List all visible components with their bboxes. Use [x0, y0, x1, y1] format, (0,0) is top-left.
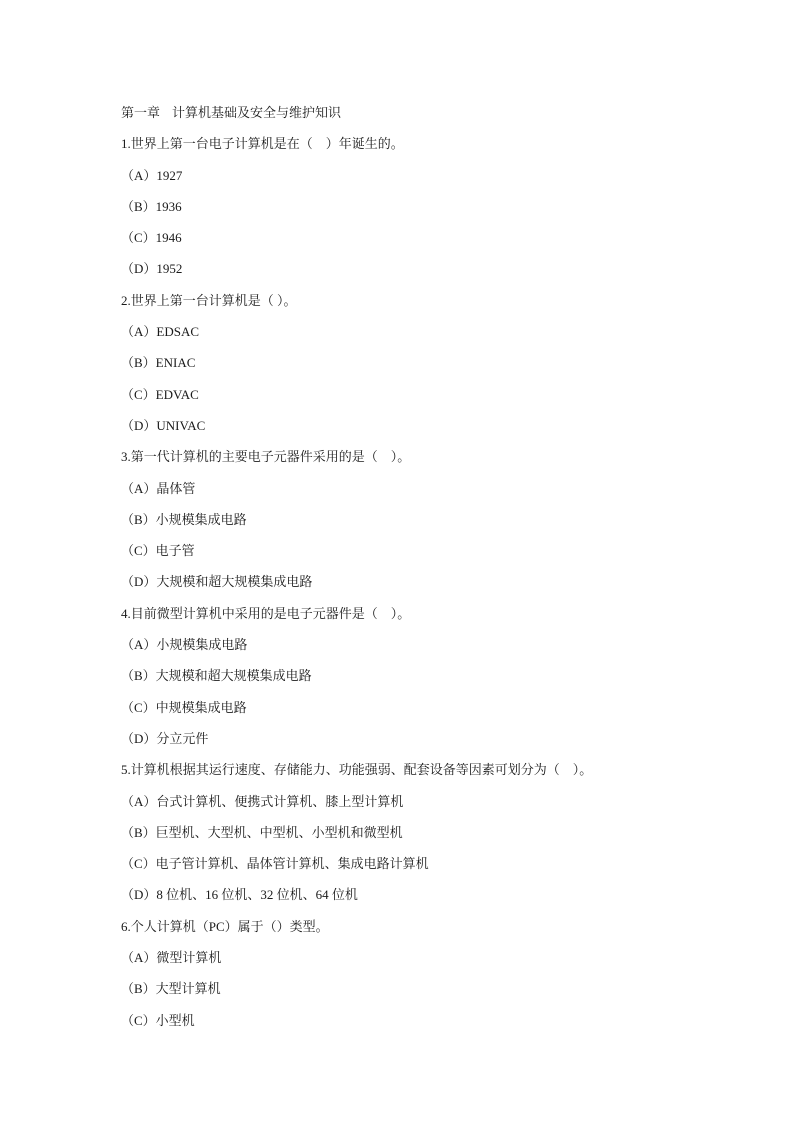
- chapter-title: 计算机基础及安全与维护知识: [172, 105, 342, 120]
- chapter-heading: [121, 103, 681, 134]
- option-a: （A）台式计算机、便携式计算机、膝上型计算机: [121, 793, 404, 809]
- option-a: （A）晶体管: [121, 480, 196, 496]
- option-b: （B）小规模集成电路: [121, 511, 247, 527]
- option-b: （B）1936: [121, 198, 182, 214]
- option-b: （B）大规模和超大规模集成电路: [121, 668, 312, 684]
- option-d: （D）UNIVAC: [121, 417, 206, 433]
- option-d: （D）大规模和超大规模集成电路: [121, 574, 313, 590]
- option-a: （A）微型计算机: [121, 950, 222, 966]
- question-stem: 2.世界上第一台计算机是（ ）。: [121, 292, 297, 308]
- option-a: （A）1927: [121, 167, 183, 183]
- option-d: （D）分立元件: [121, 730, 209, 746]
- question-stem: 5.计算机根据其运行速度、存储能力、功能强弱、配套设备等因素可划分为（ ）。: [121, 762, 593, 778]
- option-b: （B）ENIAC: [121, 355, 196, 371]
- option-a: （A）小规模集成电路: [121, 637, 248, 653]
- option-a: （A）EDSAC: [121, 324, 200, 340]
- option-c: （C）EDVAC: [121, 386, 199, 402]
- option-b: （B）巨型机、大型机、中型机、小型机和微型机: [121, 824, 403, 840]
- question-stem: 1.世界上第一台电子计算机是在（ ）年诞生的。: [121, 136, 404, 152]
- question-2: [121, 291, 681, 447]
- chapter-number: 第一章: [121, 105, 161, 120]
- option-c: （C）电子管计算机、晶体管计算机、集成电路计算机: [121, 856, 429, 872]
- question-stem: 3.第一代计算机的主要电子元器件采用的是（ ）。: [121, 449, 411, 465]
- question-stem: 6.个人计算机（PC）属于（）类型。: [121, 918, 329, 934]
- option-b: （B）大型计算机: [121, 981, 221, 997]
- question-4: [121, 604, 681, 760]
- question-3: [121, 447, 681, 603]
- option-d: （D）1952: [121, 261, 183, 277]
- option-c: （C）中规模集成电路: [121, 699, 247, 715]
- option-c: （C）电子管: [121, 543, 195, 559]
- document-body: [121, 103, 681, 1042]
- question-stem: 4.目前微型计算机中采用的是电子元器件是（ ）。: [121, 605, 411, 621]
- question-1: [121, 134, 681, 290]
- option-d: （D）8 位机、16 位机、32 位机、64 位机: [121, 887, 358, 903]
- question-5: [121, 760, 681, 916]
- question-6: [121, 917, 681, 1042]
- option-c: （C）1946: [121, 230, 182, 246]
- option-c: （C）小型机: [121, 1012, 195, 1028]
